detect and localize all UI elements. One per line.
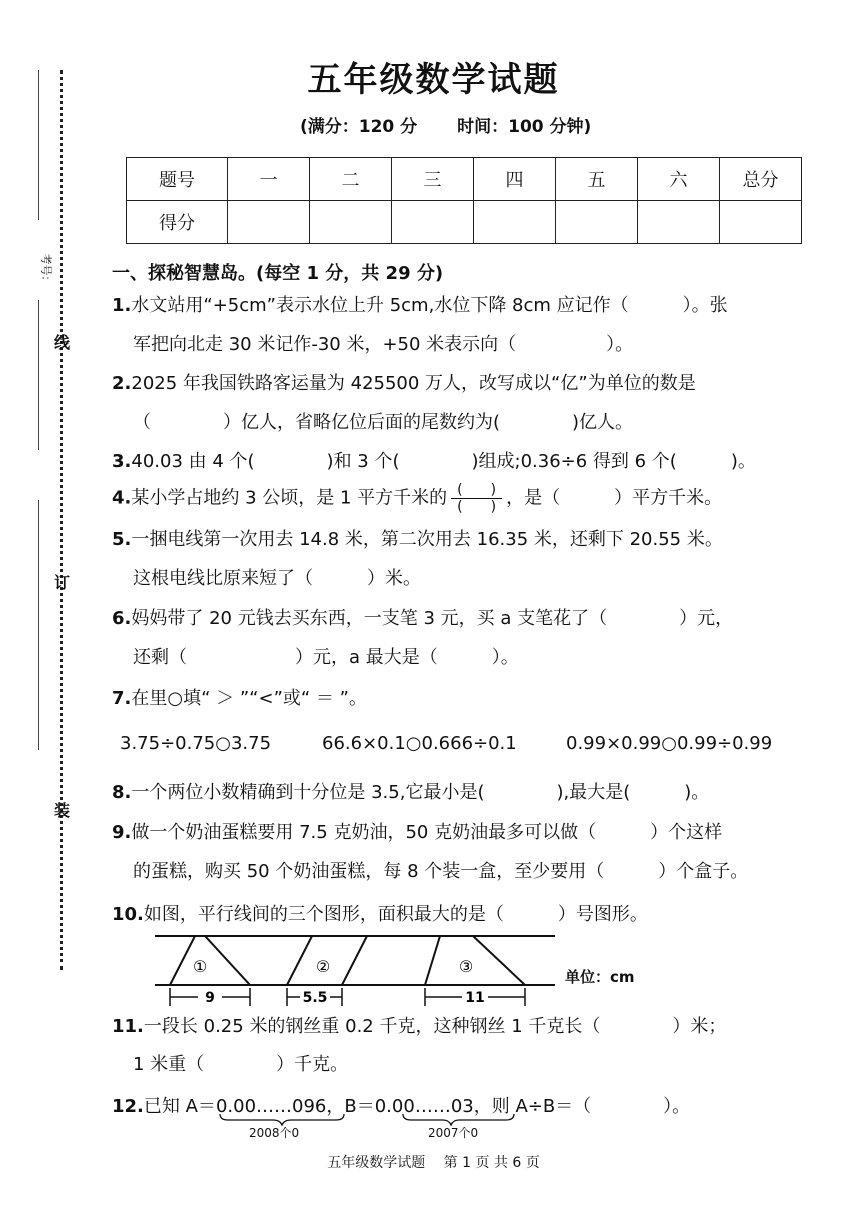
question-number: 4. <box>112 487 132 509</box>
question-number: 11. <box>112 1016 144 1037</box>
question-number: 5. <box>112 529 132 550</box>
score-table-score-row <box>127 201 802 244</box>
question-text: ，B＝ <box>326 1096 375 1117</box>
question-text: 已知 A＝ <box>143 1096 216 1117</box>
question-4 <box>112 482 722 515</box>
shape-3-trapezoid <box>425 936 525 985</box>
shape-2-label: ② <box>315 957 331 976</box>
question-9-cont: 的蛋糕，购买 50 个奶油蛋糕，每 8 个装一盒，至少要用（ ）个盒子。 <box>133 861 749 882</box>
question-number: 1. <box>112 295 132 316</box>
score-input-cell[interactable] <box>310 201 392 244</box>
score-header-cell: 一 <box>228 158 310 201</box>
full-score: (满分：120 分 <box>300 117 418 137</box>
fraction-denominator: ( ) <box>457 499 497 515</box>
question-number: 2. <box>112 373 132 394</box>
question-text: 如图，平行线间的三个图形，面积最大的是（ ）号图形。 <box>143 904 648 925</box>
score-input-cell[interactable] <box>720 201 802 244</box>
score-input-cell[interactable] <box>638 201 720 244</box>
question-text: 一个两位小数精确到十分位是 3.5,它最小是( ),最大是( )。 <box>131 782 710 803</box>
exam-info <box>300 112 625 137</box>
cut-label: 订 <box>54 573 71 592</box>
number-a: 0.00……096 <box>215 1096 327 1117</box>
score-input-cell[interactable] <box>556 201 638 244</box>
question-text: 做一个奶油蛋糕要用 7.5 克奶油，50 克奶油最多可以做（ ）个这样 <box>131 822 723 843</box>
comparison-2: 66.6×0.1○0.666÷0.1 <box>322 733 517 754</box>
shape-3-label: ③ <box>458 957 474 976</box>
margin-line <box>38 300 39 450</box>
time-limit: 时间：100 分钟) <box>457 117 592 137</box>
section-heading: 一、探秘智慧岛。(每空 1 分，共 29 分) <box>112 263 444 284</box>
question-number: 12. <box>112 1096 144 1117</box>
question-text: 2025 年我国铁路客运量为 425500 万人，改写成以“亿”为单位的数是 <box>131 373 696 394</box>
question-1-cont: 军把向北走 30 米记作-30 米，+50 米表示向（ ）。 <box>133 334 634 355</box>
question-1 <box>112 291 728 317</box>
score-input-cell[interactable] <box>392 201 474 244</box>
score-table <box>126 157 802 244</box>
question-8 <box>112 778 709 804</box>
question-text: 一段长 0.25 米的钢丝重 0.2 千克，这种钢丝 1 千克长（ ）米； <box>143 1016 727 1037</box>
question-text: ，是（ ）平方千米。 <box>506 487 723 509</box>
dim-label-2: 5.5 <box>302 990 328 1006</box>
question-text: ，则 A÷B＝（ ）。 <box>473 1096 691 1117</box>
question-2 <box>112 369 696 395</box>
score-header-cell: 四 <box>474 158 556 201</box>
question-text: 某小学占地约 3 公顷，是 1 平方千米的 <box>131 487 448 509</box>
comparison-1: 3.75÷0.75○3.75 <box>120 733 272 754</box>
score-input-cell[interactable] <box>474 201 556 244</box>
question-number: 3. <box>112 451 132 472</box>
question-11-cont: 1 米重（ ）千克。 <box>133 1054 349 1075</box>
question-text: 水文站用“+5cm”表示水位上升 5cm,水位下降 8cm 应记作（ ）。张 <box>131 295 728 316</box>
number-b: 0.00……03 <box>374 1096 474 1117</box>
question-6-cont: 还剩（ ）元，a 最大是（ ）。 <box>133 647 519 668</box>
score-header-cell: 题号 <box>127 158 228 201</box>
question-number: 9. <box>112 822 132 843</box>
question-11 <box>112 1012 726 1038</box>
question-2-cont: （ ）亿人，省略亿位后面的尾数约为( )亿人。 <box>133 412 634 433</box>
underbrace-b-label: 2007个0 <box>428 1126 479 1140</box>
question-7 <box>112 684 367 710</box>
question-number: 8. <box>112 782 132 803</box>
page-title: 五年级数学试题 <box>307 60 560 100</box>
unit-label: 单位：cm <box>565 968 635 986</box>
question-6 <box>112 604 733 630</box>
question-text: 40.03 由 4 个( )和 3 个( )组成;0.36÷6 得到 6 个( )。 <box>131 451 756 472</box>
question-text: 一捆电线第一次用去 14.8 米，第二次用去 16.35 米，还剩下 20.55 米。 <box>131 529 723 550</box>
comparison-3: 0.99×0.99○0.99÷0.99 <box>566 733 773 754</box>
score-header-cell: 三 <box>392 158 474 201</box>
score-header-cell: 五 <box>556 158 638 201</box>
question-5-cont: 这根电线比原来短了（ ）米。 <box>133 568 421 589</box>
dim-label-1: 9 <box>205 990 215 1006</box>
score-header-cell: 总分 <box>720 158 802 201</box>
question-10 <box>112 900 648 926</box>
score-header-cell: 二 <box>310 158 392 201</box>
question-9 <box>112 818 722 844</box>
question-3 <box>112 447 756 473</box>
dotted-cut-line <box>60 70 63 970</box>
parallel-lines-figure <box>150 930 560 1010</box>
shape-1-label: ① <box>192 957 208 976</box>
question-5 <box>112 525 723 551</box>
shape-1-trapezoid <box>170 936 250 985</box>
score-table-header-row <box>127 158 802 201</box>
score-row-label: 得分 <box>127 201 228 244</box>
fraction-numerator: ( ) <box>451 482 502 499</box>
binding-margin <box>0 0 80 1226</box>
question-text: 在里○填“ ＞ ”“<”或“ ＝ ”。 <box>131 688 368 709</box>
question-number: 7. <box>112 688 132 709</box>
question-text: 妈妈带了 20 元钱去买东西，一支笔 3 元，买 a 支笔花了（ ）元， <box>131 608 734 629</box>
margin-line <box>38 500 39 750</box>
exam-number-label: 考号： <box>39 253 53 287</box>
dim-label-3: 11 <box>465 990 485 1006</box>
page-footer: 五年级数学试题 第 1 页 共 6 页 <box>327 1155 540 1171</box>
underbrace-a-label: 2008个0 <box>249 1126 300 1140</box>
score-input-cell[interactable] <box>228 201 310 244</box>
fraction-blank <box>451 482 502 515</box>
score-header-cell: 六 <box>638 158 720 201</box>
bind-label: 装 <box>54 801 71 820</box>
question-number: 6. <box>112 608 132 629</box>
question-number: 10. <box>112 904 144 925</box>
line-label: 线 <box>54 333 71 352</box>
